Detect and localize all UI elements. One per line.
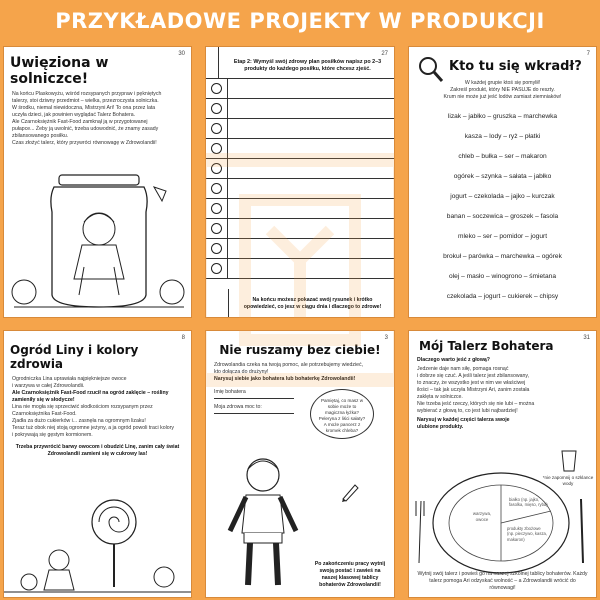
text-line: Na końcu Plaskowyżu, wśród rozsypanych przypraw i pękniętych [12,91,162,97]
page-title: Mój Talerz Bohatera [419,339,554,353]
text-line: W środku, niemal niewidoczna, Mistrzyni Ari! To ona przez lata [12,105,156,112]
text-line: Ogrodniczka Lina uprawiała najpiękniejsze owoce [12,376,127,382]
plan-writing-line[interactable] [228,179,394,198]
plan-row [206,179,394,199]
plan-row [206,99,394,119]
group-item[interactable]: lizak – jabłko – gruszka – marchewka [447,113,558,121]
text-line: wybierać z głową to, co jest lubi najbardziej! [417,408,518,415]
group-item[interactable]: czekolada – jogurt – cukierek – chipsy [446,293,559,301]
page-salt-shaker [3,46,192,318]
page-title: Kto tu się wkradł? [449,59,582,74]
plan-writing-line[interactable] [228,259,394,278]
field-label: Imię bohatera [214,389,246,396]
plan-writing-line[interactable] [228,99,394,118]
plan-row [206,79,394,99]
page-odd-one-out [408,46,597,318]
group-item[interactable]: ogórek – szynka – sałata – jabłko [453,173,552,181]
text-line: pułapce... Żeby ją uwolnić, trzeba udowodnić, że znamy zasady [12,126,159,133]
plan-row [206,239,394,259]
intro-line: kto dołącza do drużyny! [214,369,269,376]
plan-writing-line[interactable] [228,139,394,158]
plan-rows [206,78,394,279]
plate-label-grain: białko (np. jajko, fasolka, mięso, ryba) [509,497,548,508]
bubble-text: Pamiętaj, co masz w sobie może to magiczna łyżka? Peleryna z liści sałaty? A może pancerz z kromek chleba? [318,398,366,433]
plan-row [206,199,394,219]
text-line: Czas złożyć talerz, który przywróci równowagę w Zdrowolandii! [12,140,157,147]
page-title: Ogród Liny i kolory zdrowia [10,343,139,371]
page-title: Nie ruszamy bez ciebie! [219,343,381,357]
page-text [417,366,588,415]
group-item[interactable]: chleb – bułka – ser – makaron [458,153,547,161]
group-item[interactable]: mleko – ser – pomidor – jogurt [457,233,548,241]
plan-writing-line[interactable] [228,119,394,138]
glass-icon [559,449,579,473]
thought-bubble [310,389,374,439]
text-line: zamieniły się w słodycze! [12,397,75,404]
page-number: 3 [384,335,388,341]
page-meal-plan [205,46,395,318]
plan-row [206,159,394,179]
group-item[interactable]: olej – masło – winogrono – śmietana [448,273,557,281]
circle-checkbox[interactable] [211,223,222,234]
plan-row [206,219,394,239]
text-line: i pokrywają się gęstym kormionem. [12,432,93,439]
field-label: Moja zdrowa moc to: [214,404,262,411]
text-line: Czarnoksiężnika Fast-Food. [12,411,77,418]
text-line: i dobrze się czuć. A jeśli talerz jest zbilansowany, [417,373,530,380]
text-line: Zjadła za dużo cukierków i... zasnęła na ogromnym lizaku! [12,418,146,425]
circle-checkbox[interactable] [211,243,222,254]
intro-line: Zakreśl produkt, który NIE PASUJE do reszty. [450,87,555,94]
plate-label-veg: warzywa, owoce [472,511,492,522]
plate-illustration [409,471,597,581]
circle-checkbox[interactable] [211,263,222,274]
text-line: Lina nie mogła się sprzeciwić słodkościom rozsypanym przez [12,404,153,411]
circle-checkbox[interactable] [211,183,222,194]
plan-writing-line[interactable] [228,159,394,178]
text-line: uczyła dzieci, jak powinien wyglądać Talerz Bohatera. [12,112,136,119]
question: Dlaczego warto jeść z głową? [417,357,490,363]
text-line: zaklęta w solniczce. [417,394,463,401]
group-item[interactable]: jogurt – czekolada – jajko – kurczak [450,193,555,201]
page-hero-card [205,330,395,598]
text-line: zbilansowanego posiłku. [12,133,69,140]
page-text [12,91,183,147]
page-number: 8 [181,335,185,341]
paper-doll-illustration [208,453,328,593]
page-number: 30 [178,51,185,57]
page-hero-plate [408,330,597,598]
plan-writing-line[interactable] [228,219,394,238]
banner [0,0,600,42]
task-text: Narysuj w każdej części talerza swoje ulubione produkty. [417,417,510,431]
text-line: i warzywa w całej Zdrowolandii. [12,383,85,390]
text-line: to znaczy, że wszystko jest w nim we właściwej [417,380,526,387]
footer-text: Trzeba przywrócić barwy owocom i obudzić Linę, zanim cały świat Zdrowolandii zamieni się w cukrowy las! [15,444,180,458]
page-title: Uwięziona w solniczce! [10,55,109,87]
page-garden [3,330,192,598]
text-line: Jedzenie daje nam siłę, pomaga rosnąć [417,366,509,373]
text-line: Ale Czarnoksiężnik Fast-Food zamknął ją w przygotowanej [12,119,148,126]
plan-row [206,119,394,139]
water-note: *nie zapomnij o szklance wody [542,475,594,486]
instruction: Etap 2: Wymyśl swój zdrowy plan posiłków napisz po 2–3 produkty do każdego posiłku, które chcesz zjeść. [233,59,382,73]
intro-line: W każdej grupie ktoś się pomylił! [464,80,541,86]
footer-text: Po zakończeniu pracy wytnij swoją postać i zawieś na naszej klasowej tablicy bohaterów Zdrowolandii! [314,560,386,588]
text-line: Ale Czarnoksiężnik Fast-Food rzucił na ogród zaklęcie – rośliny [12,390,169,397]
pencil-icon [339,481,361,503]
page-number: 7 [586,51,590,57]
hero-power-field[interactable] [214,404,294,414]
text-line: ilości – tak jak uczyła Mistrzyni Ari, zanim została [417,387,530,394]
group-item[interactable]: brokuł – parówka – marchewka – ogórek [443,253,562,261]
circle-checkbox[interactable] [211,203,222,214]
text-line: Nie trzeba jeść rzeczy, których się nie lubi – można [417,401,535,408]
plan-row [206,139,394,159]
circle-checkbox[interactable] [211,123,222,134]
page-number: 27 [381,51,388,57]
plan-writing-line[interactable] [228,199,394,218]
jar-illustration [4,167,192,317]
page-number: 31 [583,335,590,341]
intro-line: Krum nie może już jeść lodów zamiast ziemniaków! [443,94,562,101]
group-item[interactable]: banan – soczewica – groszek – fasola [446,213,559,221]
magnifier-icon [417,55,445,85]
plan-writing-line[interactable] [228,79,394,98]
plate-label-protein: produkty zbożowe (np. pieczywo, kasza, makaron) [507,526,548,542]
hero-name-field[interactable] [214,389,294,399]
text-line: talerzy, stoi dziwny przedmiot – wielka, przezroczysta solniczka. [12,98,159,105]
text-line: Teraz tuż obok niej stoją ogromne jeżyny, a ja ogród powoli traci kolory [12,425,174,432]
banner-title: PRZYKŁADOWE PROJEKTY W PRODUKCJI [55,9,545,33]
circle-checkbox[interactable] [211,83,222,94]
garden-illustration [4,482,192,597]
page-text [12,376,183,439]
footer-text: Na końcu możesz pokazać swój rysunek i krótko opowiedzieć, co jesz w ciągu dnia i dlaczego to zdrowe! [228,289,394,317]
plan-row [206,259,394,279]
hero-fields [214,389,294,414]
page-intro [214,362,386,383]
group-item[interactable]: kasza – lody – ryż – płatki [464,133,541,141]
circle-checkbox[interactable] [211,163,222,174]
footer-text: Wytnij swój talerz i powieś go na naszej szkolnej tablicy bohaterów. Każdy talerz pomoga Ari odzyskać wolność – a Zdrowolandii wrócić do równowagi! [417,570,588,591]
plan-writing-line[interactable] [228,239,394,258]
intro-line: Zdrowolandia czeka na twoją pomoc, ale potrzebujemy wiedzieć, [214,362,364,368]
group-list [409,107,596,307]
circle-checkbox[interactable] [211,103,222,114]
intro-line: Narysuj siebie jako bohatera lub bohaterkę Zdrowolandii! [214,376,356,383]
circle-checkbox[interactable] [211,143,222,154]
